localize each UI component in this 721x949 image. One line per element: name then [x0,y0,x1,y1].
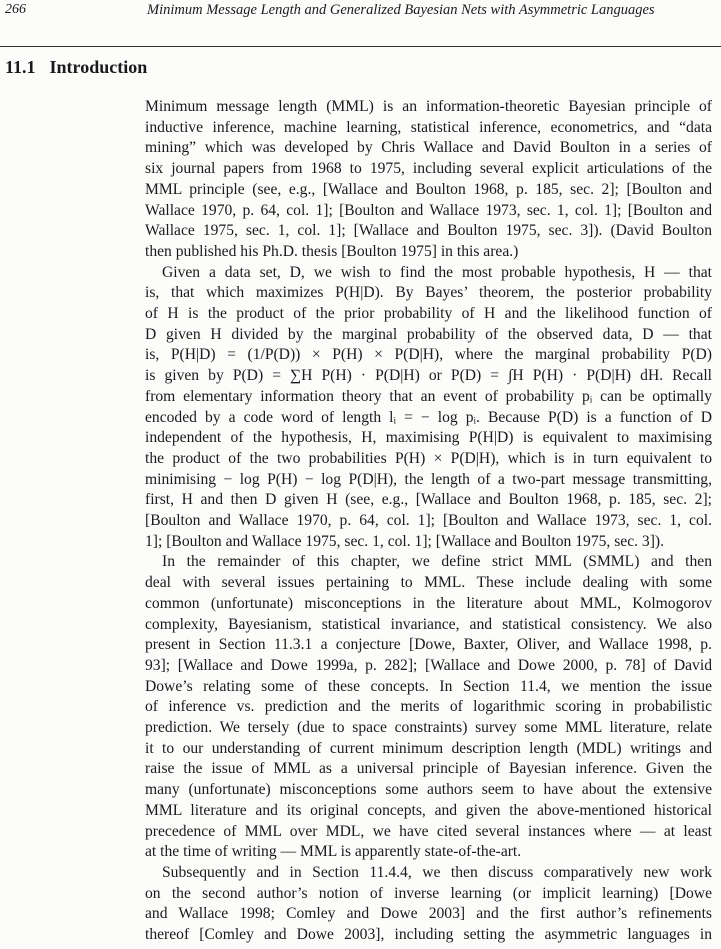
text-line: [Boulton and Wallace 1970, p. 64, col. 1]; [Boulton and Wallace 1973, sec. 1, col. [145,512,712,529]
text-line: from elementary information theory that an event of probability pᵢ can be optimally [145,387,712,405]
page-number: 266 [5,2,26,17]
text-line: at the time of writing — MML is apparently state-of-the-art. [145,843,522,861]
text-line: is given by P(D) = ∑H P(H) · P(D|H) or P(D) = ∫H P(H) · P(D|H) dH. Recall [145,367,712,385]
section-number: 11.1 [5,57,36,77]
section-title: Introduction [49,57,148,77]
text-line: mining” which was developed by Chris Wallace and David Boulton in a series of [145,139,712,157]
text-line: it to our understanding of current minimum description length (MDL) writings and [145,739,712,757]
section-heading [5,57,147,78]
text-line: on the second author’s notion of inverse learning (or implicit learning) [Dowe [145,884,712,902]
text-line: is, that which maximizes P(H|D). By Bayes’ theorem, the posterior probability [145,284,712,302]
text-line: D given H divided by the marginal probability of the observed data, D — that [145,325,712,343]
text-line: Wallace 1970, p. 64, col. 1]; [Boulton and Wallace 1973, sec. 1, col. 1]; [Boulton and [145,201,712,219]
text-line: then published his Ph.D. thesis [Boulton 1975] in this area.) [145,242,519,260]
text-line: encoded by a code word of length lᵢ = − log pᵢ. Because P(D) is a function of D [145,408,712,426]
text-line: present in Section 11.3.1 a conjecture [Dowe, Baxter, Oliver, and Wallace 1998, p. [145,636,712,654]
text-line: Wallace 1975, sec. 1, col. 1]; [Wallace and Boulton 1975, sec. 3]). (David Boulton [145,222,712,240]
text-line: inductive inference, machine learning, statistical inference, econometrics, and “data [145,118,712,136]
text-line: raise the issue of MML as a universal principle of Bayesian inference. Given the [145,760,712,778]
text-line: of inference vs. prediction and the merits of logarithmic scoring in probabilistic [145,698,712,716]
header-rule [0,46,721,47]
text-line: of H is the product of the prior probability of H and the likelihood function of [145,305,712,322]
text-line: prediction. We tersely (due to space constraints) survey some MML literature, relate [145,719,712,736]
text-line: 1]; [Boulton and Wallace 1975, sec. 1, col. 1]; [Wallace and Boulton 1975, sec. 3]). [145,532,665,550]
text-line: six journal papers from 1968 to 1975, including several explicit articulations of the [145,160,712,178]
text-line: deal with several issues pertaining to MML. These include dealing with some [145,574,712,592]
text-line: Given a data set, D, we wish to find the most probable hypothesis, H — that [162,263,712,281]
text-line: and Wallace 1998; Comley and Dowe 2003] and the first author’s refinements [145,905,712,923]
text-line: MML principle (see, e.g., [Wallace and Boulton 1968, p. 185, sec. 2]; [Boulton and [145,180,712,198]
text-line: thereof [Comley and Dowe 2003], including setting the asymmetric languages in [145,926,712,943]
text-line: first, H and then D given H (see, e.g., [Wallace and Boulton 1968, p. 185, sec. 2]; [145,491,712,509]
text-line: complexity, Bayesianism, statistical invariance, and statistical consistency. We also [145,615,712,633]
running-title: Minimum Message Length and Generalized Bayesian Nets with Asymmetric Languages [147,2,655,18]
text-line: independent of the hypothesis, H, maximising P(H|D) is equivalent to maximising [145,429,712,447]
text-line: common (unfortunate) misconceptions in the literature about MML, Kolmogorov [145,594,712,612]
text-line: minimising − log P(H) − log P(D|H), the length of a two-part message transmitting, [145,470,712,488]
text-line: precedence of MML over MDL, we have cited several instances where — at least [145,822,712,840]
text-line: Dowe’s relating some of these concepts. In Section 11.4, we mention the issue [145,677,712,695]
text-line: 93]; [Wallace and Dowe 1999a, p. 282]; [Wallace and Dowe 2000, p. 78] of David [145,656,712,674]
text-line: is, P(H|D) = (1/P(D)) × P(H) × P(D|H), where the marginal probability P(D) [145,346,712,364]
text-line: Subsequently and in Section 11.4.4, we then discuss comparatively new work [162,863,712,881]
text-line: Minimum message length (MML) is an information-theoretic Bayesian principle of [145,98,712,115]
text-line: In the remainder of this chapter, we define strict MML (SMML) and then [162,553,712,571]
text-line: many (unfortunate) misconceptions some authors seem to have about the extensive [145,781,712,799]
text-line: MML literature and its original concepts, and given the above-mentioned historical [145,801,712,819]
text-line: the product of the two probabilities P(H) × P(D|H), which is in turn equivalent to [145,449,712,467]
